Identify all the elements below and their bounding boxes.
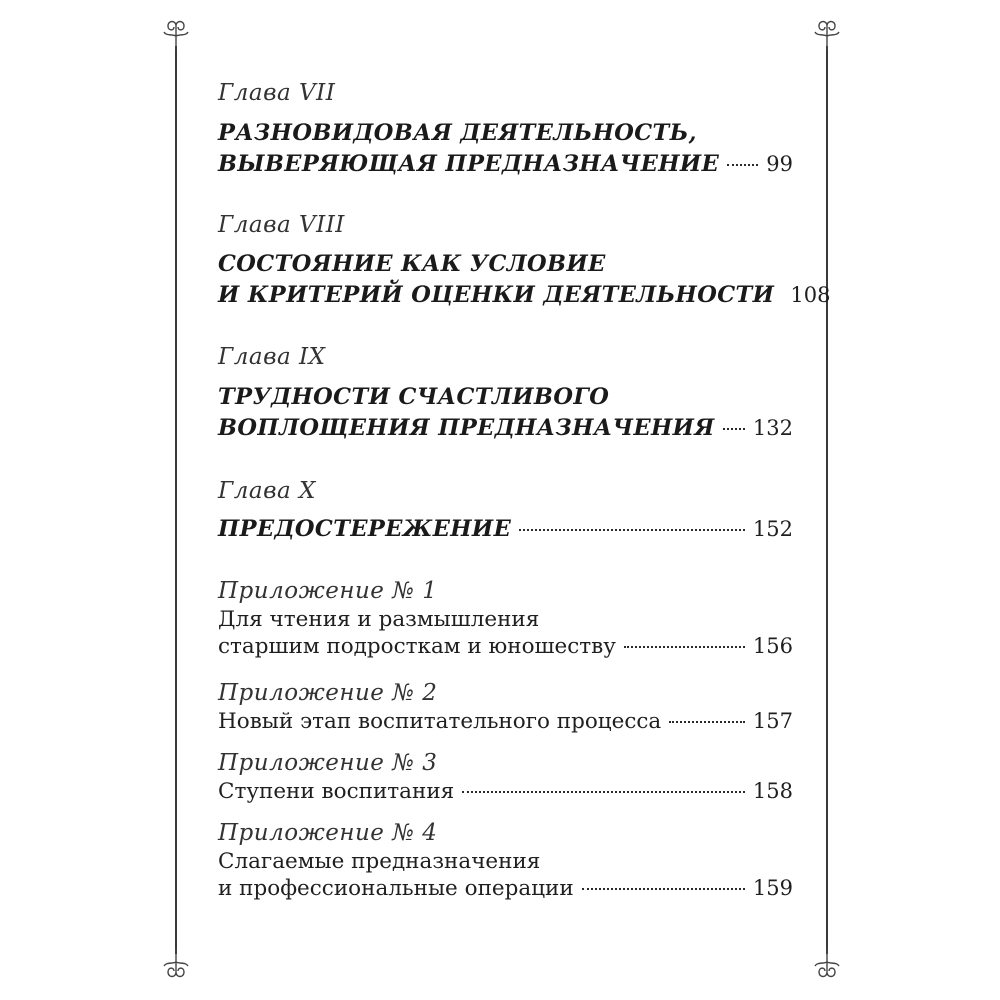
page-number: 157	[752, 709, 793, 733]
appendix-label: Приложение № 2	[218, 680, 438, 706]
page-number: 158	[752, 779, 793, 803]
toc-entry-chapter-9	[218, 344, 793, 441]
chapter-title-line-1: РАЗНОВИДОВАЯ ДЕЯТЕЛЬНОСТЬ,	[218, 120, 697, 146]
appendix-title-line-2: и профессиональные операции	[218, 876, 574, 901]
swirl-ornament-icon	[809, 946, 845, 982]
chapter-title-line-2: ВОПЛОЩЕНИЯ ПРЕДНАЗНАЧЕНИЯ	[218, 415, 715, 441]
chapter-title-line-1: ПРЕДОСТЕРЕЖЕНИЕ	[218, 516, 512, 542]
appendix-title-line-2: старшим подросткам и юношеству	[218, 634, 616, 659]
chapter-title-line-2: ВЫВЕРЯЮЩАЯ ПРЕДНАЗНАЧЕНИЕ	[218, 151, 720, 177]
toc-entry-appendix-3	[218, 750, 793, 804]
appendix-label: Приложение № 4	[218, 820, 438, 846]
dot-leader	[462, 791, 745, 793]
toc-entry-chapter-8	[218, 212, 831, 308]
appendix-title-line-1: Ступени воспитания	[218, 779, 455, 804]
toc-entry-appendix-1	[218, 578, 793, 659]
page-number: 108	[790, 283, 831, 307]
chapter-title-row	[218, 415, 793, 441]
dot-leader	[519, 529, 745, 531]
chapter-title-line-1: СОСТОЯНИЕ КАК УСЛОВИЕ	[218, 251, 606, 277]
chapter-label: Глава VII	[218, 80, 336, 106]
appendix-label: Приложение № 1	[218, 578, 438, 604]
toc-entry-appendix-4	[218, 820, 793, 901]
toc-entry-appendix-2	[218, 680, 793, 734]
toc-entry-chapter-10	[218, 478, 793, 542]
appendix-title-line-1: Для чтения и размышления	[218, 607, 540, 632]
swirl-ornament-icon	[809, 16, 845, 52]
chapter-title-line-1: ТРУДНОСТИ СЧАСТЛИВОГО	[218, 384, 610, 410]
frame-left-line	[175, 46, 177, 954]
page-number: 156	[752, 634, 793, 658]
page-number: 152	[752, 517, 793, 541]
chapter-title-row	[218, 151, 793, 177]
dot-leader	[723, 428, 745, 430]
appendix-title-row	[218, 779, 793, 804]
chapter-title-row	[218, 516, 793, 542]
page-number: 159	[752, 876, 793, 900]
page-number: 132	[752, 416, 793, 440]
chapter-title-row	[218, 282, 831, 308]
appendix-label: Приложение № 3	[218, 750, 438, 776]
appendix-title-line-1: Слагаемые предназначения	[218, 849, 541, 874]
dot-leader	[669, 721, 745, 723]
appendix-title-line-1: Новый этап воспитательного процесса	[218, 709, 662, 734]
dot-leader	[624, 646, 745, 648]
chapter-label: Глава VIII	[218, 212, 345, 238]
chapter-label: Глава X	[218, 478, 316, 504]
page-number: 99	[766, 152, 793, 176]
swirl-ornament-icon	[158, 946, 194, 982]
appendix-title-row	[218, 709, 793, 734]
appendix-title-row	[218, 634, 793, 659]
appendix-title-row	[218, 876, 793, 901]
frame-right-line	[826, 46, 828, 954]
dot-leader	[582, 888, 745, 890]
swirl-ornament-icon	[158, 16, 194, 52]
chapter-title-line-2: И КРИТЕРИЙ ОЦЕНКИ ДЕЯТЕЛЬНОСТИ	[218, 282, 775, 308]
dot-leader	[727, 164, 758, 166]
toc-entry-chapter-7	[218, 80, 793, 177]
chapter-label: Глава IX	[218, 344, 326, 370]
